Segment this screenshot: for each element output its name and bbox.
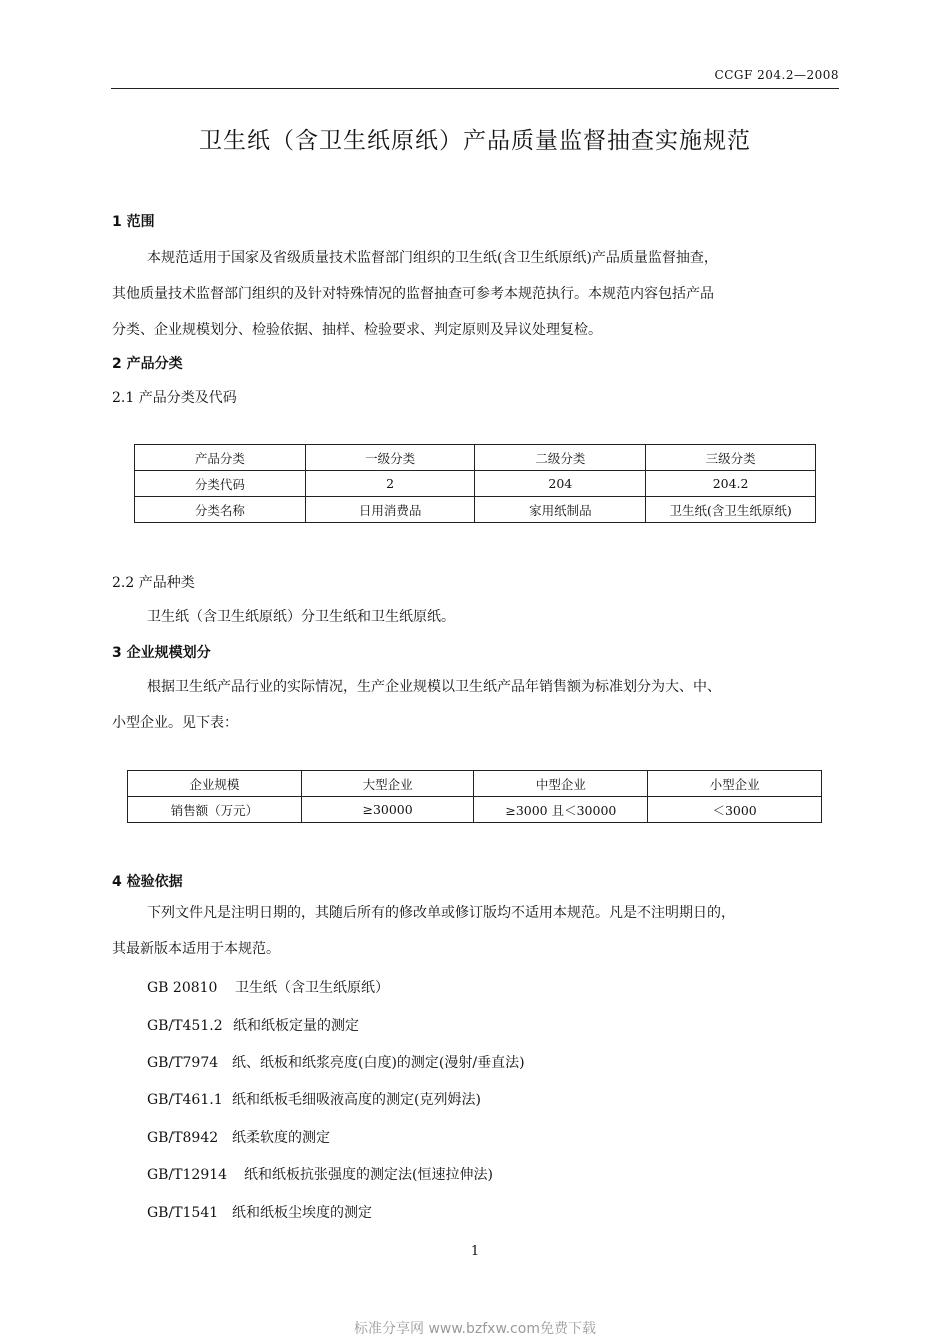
document-code: CCGF 204.2—2008 (714, 68, 839, 82)
reference-code: GB/T1541 (147, 1205, 219, 1221)
reference-title: 纸和纸板毛细吸液高度的测定(克列姆法) (232, 1092, 481, 1108)
table-cell: ≥3000 且＜30000 (474, 797, 648, 823)
table-cell: 中型企业 (474, 771, 648, 797)
page-number: 1 (470, 1244, 480, 1259)
table-cell: 204.2 (646, 471, 816, 497)
reference-title: 纸柔软度的测定 (232, 1130, 330, 1146)
section-2-2-heading: 2.2 产品种类 (112, 575, 195, 591)
section-2-1-heading: 2.1 产品分类及代码 (112, 390, 237, 406)
reference-item (147, 1164, 493, 1184)
reference-code: GB/T12914 (147, 1167, 228, 1183)
table-cell: 小型企业 (648, 771, 822, 797)
table-cell: 日用消费品 (305, 497, 475, 523)
table-cell: 204 (475, 471, 646, 497)
product-classification-table (134, 444, 816, 523)
reference-item (147, 1089, 481, 1109)
table-cell: ＜3000 (648, 797, 822, 823)
section-1-heading: 1 范围 (112, 214, 155, 230)
header-rule (111, 88, 839, 89)
section-2-2-text: 卫生纸（含卫生纸原纸）分卫生纸和卫生纸原纸。 (147, 609, 455, 625)
section-3-line-1: 根据卫生纸产品行业的实际情况，生产企业规模以卫生纸产品年销售额为标准划分为大、中、 (147, 679, 721, 695)
reference-item (147, 1202, 372, 1222)
reference-title: 纸和纸板定量的测定 (233, 1018, 359, 1034)
reference-title: 纸和纸板尘埃度的测定 (232, 1205, 372, 1221)
table-row (135, 445, 816, 471)
table-cell: 三级分类 (646, 445, 816, 471)
section-1-line-3: 分类、企业规模划分、检验依据、抽样、检验要求、判定原则及异议处理复检。 (112, 322, 602, 338)
reference-item (147, 1015, 359, 1035)
reference-item (147, 1052, 525, 1072)
reference-title: 卫生纸（含卫生纸原纸） (235, 980, 389, 996)
section-3-heading: 3 企业规模划分 (112, 645, 211, 661)
enterprise-scale-table (127, 770, 822, 823)
table-cell: 销售额（万元） (128, 797, 302, 823)
reference-item (147, 1127, 330, 1147)
section-4-line-1: 下列文件凡是注明日期的，其随后所有的修改单或修订版均不适用本规范。凡是不注明期日的， (147, 905, 735, 921)
table-cell: 2 (305, 471, 475, 497)
watermark: 标准分享网 www.bzfxw.com免费下载 (354, 1321, 596, 1337)
section-4-line-2: 其最新版本适用于本规范。 (112, 941, 280, 957)
page-title: 卫生纸（含卫生纸原纸）产品质量监督抽查实施规范 (199, 128, 751, 154)
reference-title: 纸和纸板抗张强度的测定法(恒速拉伸法) (244, 1167, 493, 1183)
reference-code: GB 20810 (147, 980, 218, 996)
reference-code: GB/T461.1 (147, 1092, 223, 1108)
section-1-line-1: 本规范适用于国家及省级质量技术监督部门组织的卫生纸(含卫生纸原纸)产品质量监督抽查， (147, 250, 718, 266)
table-cell: 分类名称 (135, 497, 306, 523)
table-row (128, 771, 822, 797)
table-cell: 二级分类 (475, 445, 646, 471)
section-3-line-2: 小型企业。见下表： (112, 715, 238, 731)
table-cell: 一级分类 (305, 445, 475, 471)
section-4-heading: 4 检验依据 (112, 874, 183, 890)
section-1-line-2: 其他质量技术监督部门组织的及针对特殊情况的监督抽查可参考本规范执行。本规范内容包括产品 (112, 286, 714, 302)
table-cell: 分类代码 (135, 471, 306, 497)
table-cell: 家用纸制品 (475, 497, 646, 523)
reference-item (147, 977, 389, 997)
table-cell: 产品分类 (135, 445, 306, 471)
reference-code: GB/T8942 (147, 1130, 219, 1146)
table-row (135, 471, 816, 497)
reference-code: GB/T451.2 (147, 1018, 223, 1034)
table-cell: 大型企业 (301, 771, 474, 797)
section-2-heading: 2 产品分类 (112, 356, 183, 372)
reference-code: GB/T7974 (147, 1055, 219, 1071)
table-row (135, 497, 816, 523)
table-cell: 企业规模 (128, 771, 302, 797)
reference-title: 纸、纸板和纸浆亮度(白度)的测定(漫射/垂直法) (232, 1055, 525, 1071)
table-cell: 卫生纸(含卫生纸原纸) (646, 497, 816, 523)
table-cell: ≥30000 (301, 797, 474, 823)
table-row (128, 797, 822, 823)
